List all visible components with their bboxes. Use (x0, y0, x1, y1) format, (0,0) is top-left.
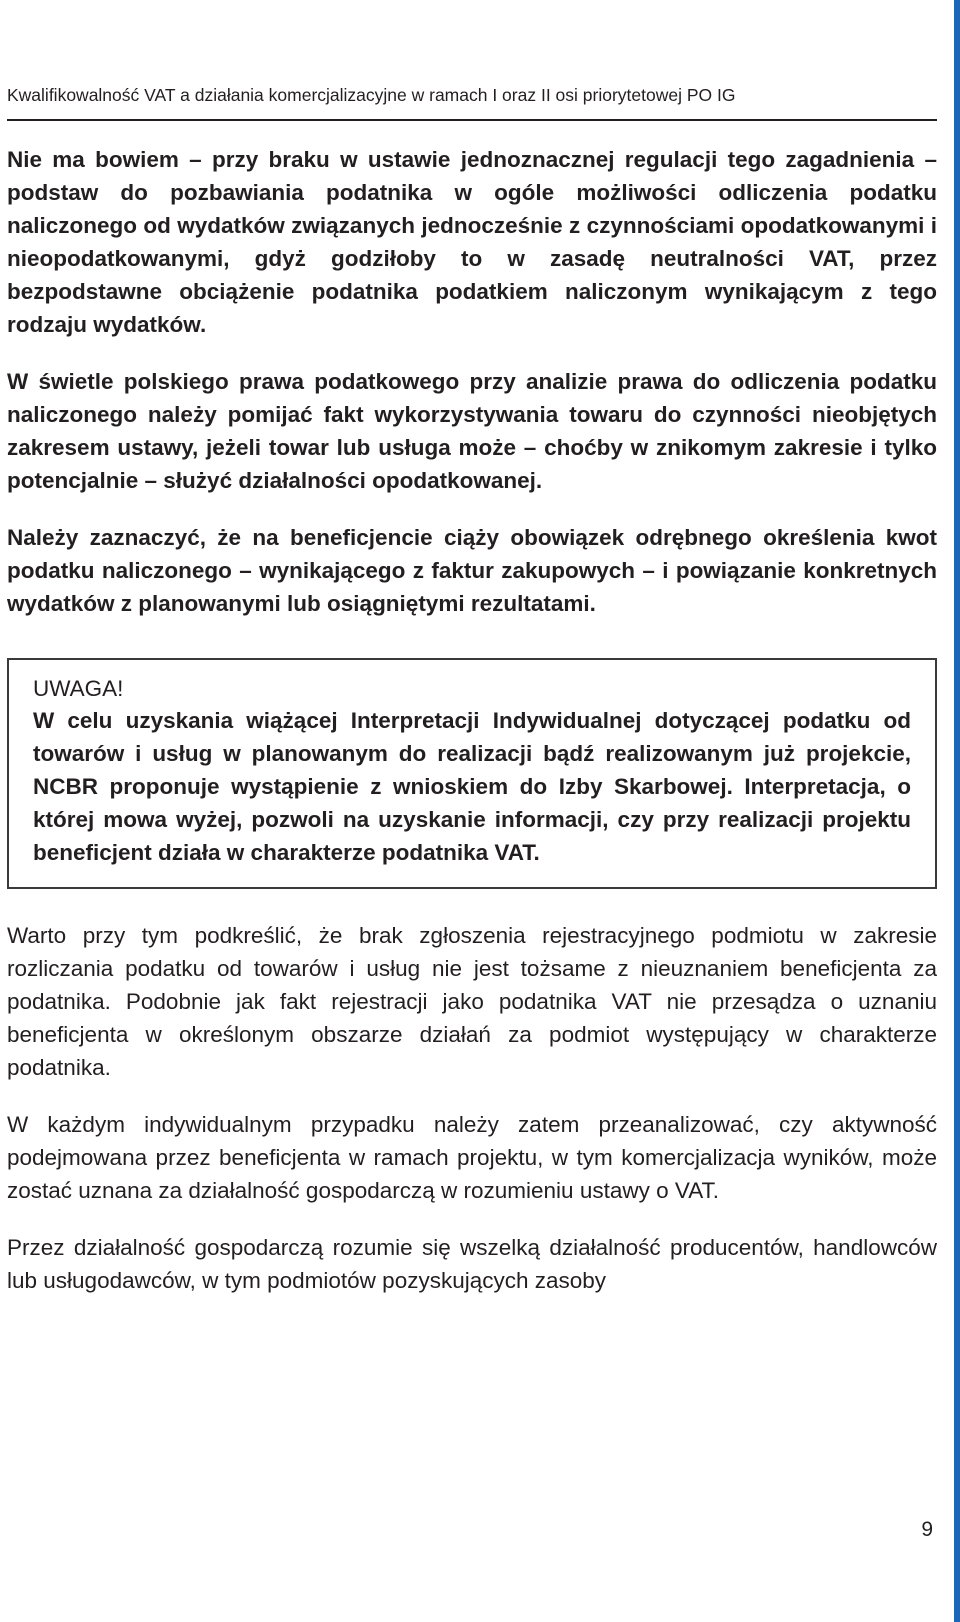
header-divider (7, 119, 937, 121)
page-edge-accent-bar (954, 0, 960, 1622)
paragraph-neutrality: Nie ma bowiem – przy braku w ustawie jednoznacznej regulacji tego zagadnienia – podstaw do pozbawiania podatnika w ogóle możliwości odliczenia podatku naliczonego od wydatków związanych jednocześnie z czynnościami opodatkowanymi i nieopodatkowanymi, gdyż godziłoby to w zasadę neutralności VAT, przez bezpodstawne obciążenie podatnika podatkiem naliczonym wynikającym z tego rodzaju wydatków. (7, 147, 937, 337)
paragraph-individual-case: W każdym indywidualnym przypadku należy zatem przeanalizować, czy aktywność podejmowana przez beneficjenta w ramach projektu, w tym komercjalizacja wyników, może zostać uznana za działalność gospodarczą w rozumieniu ustawy o VAT. (7, 1112, 937, 1203)
paragraph-beneficiary-obligation: Należy zaznaczyć, że na beneficjencie ciąży obowiązek odrębnego określenia kwot podatku naliczonego – wynikającego z faktur zakupowych – i powiązanie konkretnych wydatków z planowanymi lub osiągniętymi rezultatami. (7, 525, 937, 616)
paragraph-registration: Warto przy tym podkreślić, że brak zgłoszenia rejestracyjnego podmiotu w zakresie rozliczania podatku od towarów i usług nie jest tożsame z nieuznaniem beneficjenta za podatnika. Podobnie jak fakt rejestracji jako podatnika VAT nie przesądza o uznaniu beneficjenta w określonym obszarze działań za podmiot występujący w charakterze podatnika. (7, 923, 937, 1080)
running-header: Kwalifikowalność VAT a działania komercjalizacyjne w ramach I oraz II osi priorytetowej PO IG (7, 85, 736, 105)
paragraph-polish-tax-law: W świetle polskiego prawa podatkowego przy analizie prawa do odliczenia podatku naliczonego należy pomijać fakt wykorzystywania towaru do czynności nieobjętych zakresem ustawy, jeżeli towar lub usługa może – choćby w znikomym zakresie i tylko potencjalnie – służyć działalności opodatkowanej. (7, 369, 937, 493)
notice-box (7, 658, 937, 889)
paragraph-economic-activity: Przez działalność gospodarczą rozumie się wszelką działalność producentów, handlowców lub usługodawców, w tym podmiotów pozyskujących zasoby (7, 1235, 937, 1293)
notice-title: UWAGA! (33, 676, 124, 701)
notice-body: W celu uzyskania wiążącej Interpretacji Indywidualnej dotyczącej podatku od towarów i usług w planowanym do realizacji bądź realizowanym już projekcie, NCBR proponuje wystąpienie z wnioskiem do Izby Skarbowej. Interpretacja, o której mowa wyżej, pozwoli na uzyskanie informacji, czy przy realizacji projektu beneficjent działa w charakterze podatnika VAT. (33, 708, 911, 865)
page-content (7, 143, 937, 1297)
page-number: 9 (921, 1518, 933, 1541)
